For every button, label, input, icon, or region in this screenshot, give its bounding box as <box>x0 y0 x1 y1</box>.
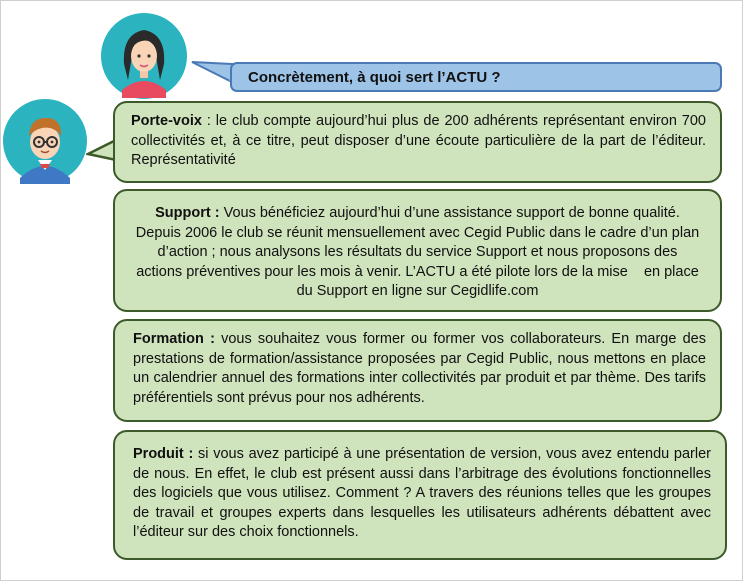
produit-box <box>113 430 727 560</box>
support-text: Vous bénéficiez aujourd’hui d’une assistance support de bonne qualité. Depuis 2006 le club se réunit mensuellement avec Cegid Public dans le cadre d’un plan d’action ; nous analysons les résultats du service Support et nous proposons des actions préventives pour les mois à venir. L’ACTU a été pilote lors de la mise en place du Support en ligne sur Cegidlife.com <box>135 205 704 299</box>
formation-text: vous souhaitez vous former ou former vos collaborateurs. En marge des prestations de formation/assistance proposées par Cegid Public, nous mettons en place un calendrier annuel des formations inter collectivités par produit et par thème. Des tarifs préférentiels sont prévus pour nos adhérents. <box>133 331 706 406</box>
porte-voix-title: Porte-voix <box>131 113 202 129</box>
produit-title: Produit : <box>133 446 194 462</box>
question-bubble <box>230 62 722 92</box>
support-title: Support : <box>155 205 220 221</box>
question-text: Concrètement, à quoi sert l’ACTU ? <box>248 69 501 86</box>
formation-title: Formation : <box>133 331 215 347</box>
support-box <box>113 189 722 312</box>
porte-voix-text: : le club compte aujourd’hui plus de 200 adhérents représentant environ 700 collectivités et, à ce titre, peut disposer d’une écoute particulière de la part de l’éditeur. Représentativité <box>131 113 706 168</box>
woman-avatar-icon <box>100 12 188 100</box>
question-bubble-tail <box>190 60 234 90</box>
man-avatar-icon <box>2 98 88 184</box>
produit-text: si vous avez participé à une présentation de version, vous avez entendu parler de nous. En effet, le club est présent aussi dans l’arbitrage des évolutions fonctionnelles des logiciels que vous utilisez. Comment ? A travers des réunions telles que les groupes de travail et groupes experts dans lesquelles les utilisateurs adhérents débattent avec l’éditeur sur des choix fonctionnels. <box>133 446 711 540</box>
porte-voix-box <box>113 101 722 183</box>
formation-box <box>113 319 722 422</box>
